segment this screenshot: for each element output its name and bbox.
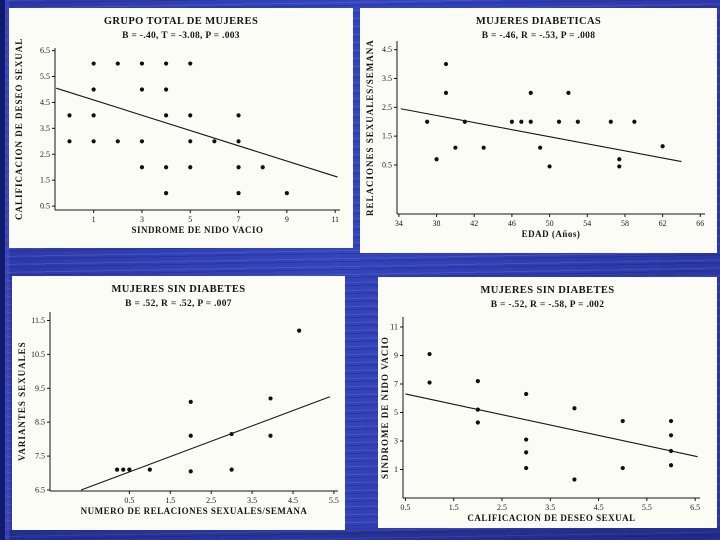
svg-text:7.5: 7.5	[35, 451, 45, 461]
svg-text:4.5: 4.5	[593, 503, 604, 512]
chart-panel-grupo-total	[9, 8, 353, 248]
svg-text:4.5: 4.5	[288, 496, 298, 505]
axes	[55, 48, 340, 210]
regression-line	[401, 109, 682, 162]
svg-text:5: 5	[188, 215, 193, 224]
svg-text:11: 11	[390, 322, 398, 332]
chart-title: MUJERES SIN DIABETES	[111, 284, 246, 295]
y-axis-ticks	[382, 45, 397, 169]
svg-text:7: 7	[236, 215, 241, 224]
scatter-points	[425, 62, 665, 169]
svg-text:3: 3	[394, 436, 398, 446]
chart-title: GRUPO TOTAL DE MUJERES	[103, 16, 259, 27]
axes	[50, 312, 338, 491]
chart-stats: B = -.46, R = -.53, P = .008	[481, 31, 596, 41]
x-axis-ticks	[92, 210, 339, 224]
y-axis-label: CALIFICACION DE DESEO SEXUAL	[14, 37, 24, 221]
svg-text:6.5: 6.5	[40, 46, 50, 56]
scatter-plot	[378, 277, 717, 528]
svg-text:62: 62	[658, 219, 667, 228]
svg-text:1: 1	[91, 215, 96, 224]
x-axis-ticks	[395, 214, 704, 228]
svg-text:11: 11	[331, 215, 340, 224]
chart-stats: B = -.52, R = -.58, P = .002	[490, 300, 605, 310]
svg-text:0.5: 0.5	[400, 503, 411, 512]
svg-text:9: 9	[284, 215, 289, 224]
svg-text:5.5: 5.5	[328, 496, 339, 505]
svg-text:42: 42	[470, 219, 479, 228]
svg-text:9: 9	[394, 350, 398, 360]
svg-text:9.5: 9.5	[35, 383, 45, 393]
scatter-plot	[12, 276, 345, 530]
svg-text:1.5: 1.5	[448, 503, 459, 512]
x-axis-label: SINDROME DE NIDO VACIO	[131, 225, 264, 235]
svg-text:2.5: 2.5	[382, 102, 392, 112]
svg-text:58: 58	[620, 219, 629, 228]
regression-line	[56, 88, 337, 177]
chart-panel-diabeticas	[360, 8, 717, 253]
svg-text:3: 3	[139, 215, 144, 224]
svg-text:6.5: 6.5	[35, 485, 45, 495]
scatter-plot	[9, 8, 353, 248]
axes	[403, 317, 700, 498]
svg-text:4.5: 4.5	[382, 45, 392, 55]
svg-text:10.5: 10.5	[31, 349, 45, 359]
regression-line	[405, 394, 697, 457]
x-axis-label: NUMERO DE RELACIONES SEXUALES/SEMANA	[80, 506, 308, 516]
svg-text:5.5: 5.5	[40, 72, 50, 82]
chart-stats: B = .52, R = .52, P = .007	[125, 299, 232, 309]
svg-text:1.5: 1.5	[165, 496, 176, 505]
chart-panel-sin-diabetes-nido	[378, 277, 717, 528]
svg-text:6.5: 6.5	[690, 503, 701, 512]
svg-text:66: 66	[696, 219, 705, 228]
axes	[397, 41, 705, 214]
svg-text:8.5: 8.5	[35, 417, 45, 427]
svg-text:0.5: 0.5	[40, 201, 50, 211]
svg-text:38: 38	[432, 219, 441, 228]
y-axis-label: SINDROME DE NIDO VACIO	[380, 336, 390, 479]
chart-title: MUJERES DIABETICAS	[475, 16, 602, 27]
svg-text:1.5: 1.5	[382, 131, 392, 141]
x-axis-label: CALIFICACION DE DESEO SEXUAL	[467, 513, 636, 523]
y-axis-label: VARIANTES SEXUALES	[17, 341, 27, 462]
svg-text:0.5: 0.5	[124, 496, 135, 505]
svg-text:3.5: 3.5	[40, 123, 50, 133]
scatter-points	[67, 61, 289, 195]
svg-text:7: 7	[394, 379, 398, 389]
y-axis-ticks	[40, 46, 55, 211]
svg-text:46: 46	[507, 219, 516, 228]
scatter-points	[115, 329, 301, 474]
svg-text:5.5: 5.5	[641, 503, 652, 512]
svg-text:54: 54	[583, 219, 592, 228]
chart-panel-sin-diabetes-variantes	[12, 276, 345, 530]
svg-text:2.5: 2.5	[40, 149, 50, 159]
y-axis-label: RELACIONES SEXUALES/SEMANA	[365, 39, 375, 216]
scatter-plot	[360, 8, 717, 253]
chart-title: MUJERES SIN DIABETES	[480, 285, 615, 296]
svg-text:1: 1	[394, 464, 398, 474]
svg-text:2.5: 2.5	[497, 503, 507, 512]
y-axis-ticks	[31, 316, 50, 495]
svg-text:1.5: 1.5	[40, 175, 50, 185]
svg-text:4.5: 4.5	[40, 97, 50, 107]
svg-text:3.5: 3.5	[382, 73, 392, 83]
svg-text:0.5: 0.5	[382, 160, 392, 170]
svg-text:5: 5	[394, 407, 398, 417]
regression-line	[81, 397, 330, 490]
x-axis-label: EDAD (Años)	[521, 229, 581, 239]
chart-stats: B = -.40, T = -3.08, P = .003	[122, 31, 240, 41]
svg-text:2.5: 2.5	[206, 496, 217, 505]
x-axis-ticks	[124, 491, 339, 505]
y-axis-ticks	[390, 322, 403, 474]
svg-text:50: 50	[545, 219, 554, 228]
x-axis-ticks	[400, 498, 700, 512]
svg-text:11.5: 11.5	[31, 315, 45, 325]
svg-text:34: 34	[394, 219, 403, 228]
svg-text:3.5: 3.5	[247, 496, 258, 505]
svg-text:3.5: 3.5	[545, 503, 556, 512]
scatter-points	[427, 352, 673, 482]
